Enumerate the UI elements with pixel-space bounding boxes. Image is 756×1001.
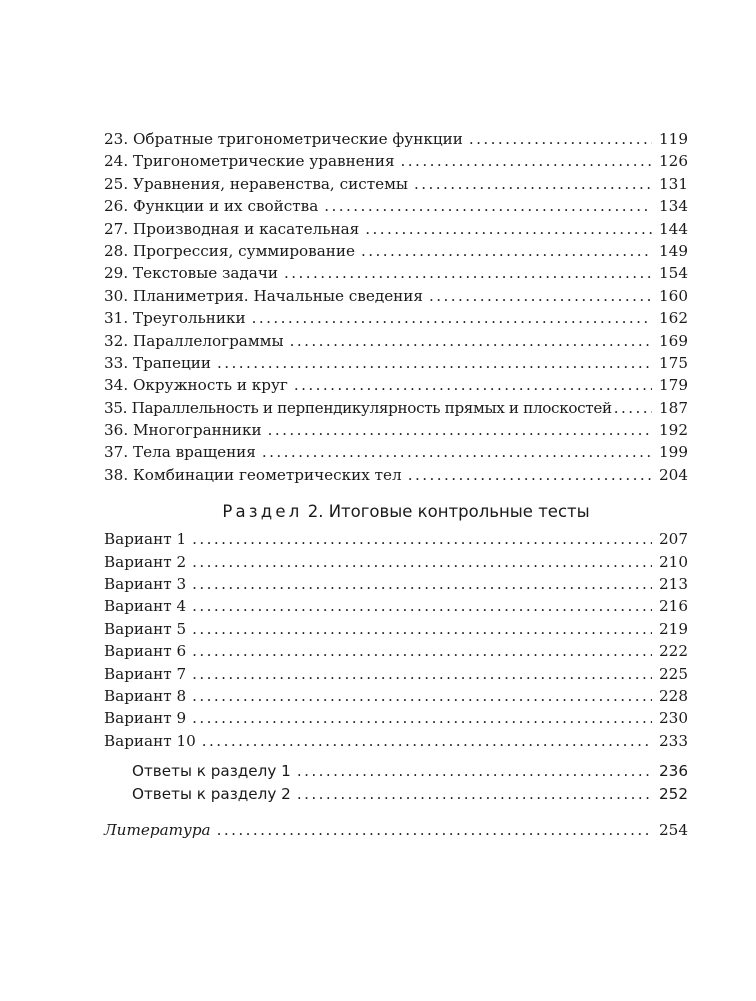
toc-entry-37 bbox=[104, 441, 688, 463]
dot-leader bbox=[414, 173, 652, 195]
toc-literature-row bbox=[104, 819, 688, 841]
toc-entry-title: Ответы к разделу 2 bbox=[132, 784, 291, 803]
toc-answers-1 bbox=[104, 760, 688, 782]
dot-leader bbox=[284, 262, 652, 284]
toc-entry-page: 119 bbox=[659, 130, 688, 148]
toc-entry-34 bbox=[104, 374, 688, 396]
toc-entry-title: 38. Комбинации геометрических тел bbox=[104, 465, 402, 484]
toc-entry-page: 233 bbox=[659, 731, 688, 750]
dot-leader bbox=[401, 150, 652, 172]
dot-leader bbox=[192, 551, 652, 573]
toc-section-2-list bbox=[104, 528, 688, 752]
dot-leader bbox=[324, 195, 652, 217]
toc-variant-10 bbox=[104, 730, 688, 752]
toc-variant-9 bbox=[104, 707, 688, 729]
toc-entry-page: 126 bbox=[659, 152, 688, 171]
toc-entry-28 bbox=[104, 240, 688, 262]
toc-literature bbox=[104, 819, 688, 841]
dot-leader bbox=[408, 464, 652, 486]
toc-entry-title: 34. Окружность и круг bbox=[104, 376, 288, 395]
toc-entry-title: 32. Параллелограммы bbox=[104, 331, 284, 350]
toc-entry-33 bbox=[104, 352, 688, 374]
dot-leader bbox=[192, 707, 652, 729]
toc-entry-36 bbox=[104, 419, 688, 441]
toc-entry-page: 131 bbox=[659, 174, 688, 193]
toc-entry-page: 219 bbox=[659, 619, 688, 638]
dot-leader bbox=[297, 783, 652, 805]
toc-entry-page: 216 bbox=[659, 597, 688, 616]
toc-variant-8 bbox=[104, 685, 688, 707]
dot-leader bbox=[262, 441, 652, 463]
section-2-heading bbox=[104, 498, 688, 526]
dot-leader bbox=[192, 618, 652, 640]
toc-entry-29 bbox=[104, 262, 688, 284]
toc-entry-title: 35. Параллельность и перпендикулярность прямых и плоскостей bbox=[104, 398, 612, 417]
dot-leader bbox=[202, 730, 652, 752]
toc-entry-title: Вариант 10 bbox=[104, 731, 196, 750]
toc-entry-page: 252 bbox=[659, 784, 688, 803]
toc-entry-page: 207 bbox=[659, 530, 688, 549]
toc-entry-title: 26. Функции и их свойства bbox=[104, 197, 319, 216]
toc-entry-page: 179 bbox=[659, 376, 688, 395]
toc-variant-6 bbox=[104, 640, 688, 662]
toc-variant-5 bbox=[104, 618, 688, 640]
toc-entry-page: 169 bbox=[659, 331, 688, 350]
toc-entry-page: 225 bbox=[659, 664, 688, 683]
section-number: 2. bbox=[307, 502, 324, 522]
toc-entry-page: 230 bbox=[659, 709, 688, 728]
toc-entry-32 bbox=[104, 330, 688, 352]
dot-leader bbox=[192, 685, 652, 707]
toc-entry-title: Вариант 2 bbox=[104, 552, 187, 571]
dot-leader bbox=[192, 663, 652, 685]
dot-leader bbox=[268, 419, 652, 441]
toc-entry-page: 236 bbox=[659, 762, 688, 781]
toc-entry-title: 36. Многогранники bbox=[104, 421, 262, 440]
toc-entry-page: 175 bbox=[659, 353, 688, 372]
toc-entry-title: 25. Уравнения, неравенства, системы bbox=[104, 174, 409, 193]
toc-entry-page: 228 bbox=[659, 686, 688, 705]
toc-entry-title: Вариант 1 bbox=[104, 530, 187, 549]
toc-entry-title: 23. Обратные тригонометрические функции bbox=[104, 130, 463, 148]
dot-leader bbox=[192, 640, 652, 662]
toc-entry-title: Вариант 6 bbox=[104, 642, 187, 661]
dot-leader bbox=[192, 573, 652, 595]
toc-entry-title: Ответы к разделу 1 bbox=[132, 762, 291, 781]
toc-page bbox=[104, 128, 688, 841]
toc-answers-list bbox=[104, 760, 688, 805]
toc-entry-title: 30. Планиметрия. Начальные сведения bbox=[104, 286, 424, 305]
dot-leader bbox=[469, 128, 652, 150]
dot-leader bbox=[365, 218, 652, 240]
toc-entry-page: 154 bbox=[659, 264, 688, 283]
dot-leader bbox=[290, 330, 652, 352]
toc-variant-1 bbox=[104, 528, 688, 550]
dot-leader bbox=[217, 819, 652, 841]
toc-section-1-list bbox=[104, 128, 688, 486]
toc-entry-23 bbox=[104, 128, 688, 150]
toc-entry-title: 33. Трапеции bbox=[104, 353, 212, 372]
toc-entry-page: 204 bbox=[659, 465, 688, 484]
toc-entry-title: Вариант 4 bbox=[104, 597, 187, 616]
toc-entry-31 bbox=[104, 307, 688, 329]
toc-entry-title: Вариант 5 bbox=[104, 619, 187, 638]
dot-leader bbox=[192, 595, 652, 617]
toc-entry-title: 24. Тригонометрические уравнения bbox=[104, 152, 395, 171]
dot-leader bbox=[192, 528, 652, 550]
toc-variant-3 bbox=[104, 573, 688, 595]
toc-entry-25 bbox=[104, 173, 688, 195]
toc-entry-title: Вариант 7 bbox=[104, 664, 187, 683]
toc-entry-page: 210 bbox=[659, 552, 688, 571]
toc-entry-title: 28. Прогрессия, суммирование bbox=[104, 241, 356, 260]
dot-leader bbox=[297, 760, 652, 782]
toc-variant-2 bbox=[104, 551, 688, 573]
toc-entry-page: 254 bbox=[659, 820, 688, 839]
toc-entry-title: 31. Треугольники bbox=[104, 309, 246, 328]
toc-entry-page: 149 bbox=[659, 241, 688, 260]
dot-leader bbox=[217, 352, 652, 374]
toc-entry-page: 222 bbox=[659, 642, 688, 661]
toc-entry-title: 29. Текстовые задачи bbox=[104, 264, 279, 283]
toc-entry-title: Вариант 3 bbox=[104, 575, 187, 594]
section-label: Раздел bbox=[222, 502, 303, 522]
toc-variant-4 bbox=[104, 595, 688, 617]
toc-entry-title: 27. Производная и касательная bbox=[104, 219, 360, 238]
dot-leader bbox=[294, 374, 652, 396]
toc-variant-7 bbox=[104, 663, 688, 685]
toc-entry-page: 134 bbox=[659, 197, 688, 216]
toc-answers-2 bbox=[104, 783, 688, 805]
toc-entry-26 bbox=[104, 195, 688, 217]
toc-entry-27 bbox=[104, 218, 688, 240]
toc-entry-38 bbox=[104, 464, 688, 486]
dot-leader bbox=[614, 397, 652, 419]
toc-entry-title: Вариант 9 bbox=[104, 709, 187, 728]
toc-entry-30 bbox=[104, 285, 688, 307]
toc-entry-page: 144 bbox=[659, 219, 688, 238]
section-title: Итоговые контрольные тесты bbox=[328, 502, 590, 522]
toc-entry-24 bbox=[104, 150, 688, 172]
toc-entry-page: 192 bbox=[659, 421, 688, 440]
toc-entry-title: Литература bbox=[104, 820, 211, 839]
toc-entry-page: 213 bbox=[659, 575, 688, 594]
dot-leader bbox=[361, 240, 652, 262]
toc-entry-35 bbox=[104, 397, 688, 419]
toc-entry-page: 162 bbox=[659, 309, 688, 328]
dot-leader bbox=[429, 285, 652, 307]
toc-entry-page: 160 bbox=[659, 286, 688, 305]
toc-entry-page: 199 bbox=[659, 443, 688, 462]
toc-entry-title: Вариант 8 bbox=[104, 686, 187, 705]
toc-entry-title: 37. Тела вращения bbox=[104, 443, 256, 462]
dot-leader bbox=[252, 307, 652, 329]
toc-entry-page: 187 bbox=[659, 398, 688, 417]
